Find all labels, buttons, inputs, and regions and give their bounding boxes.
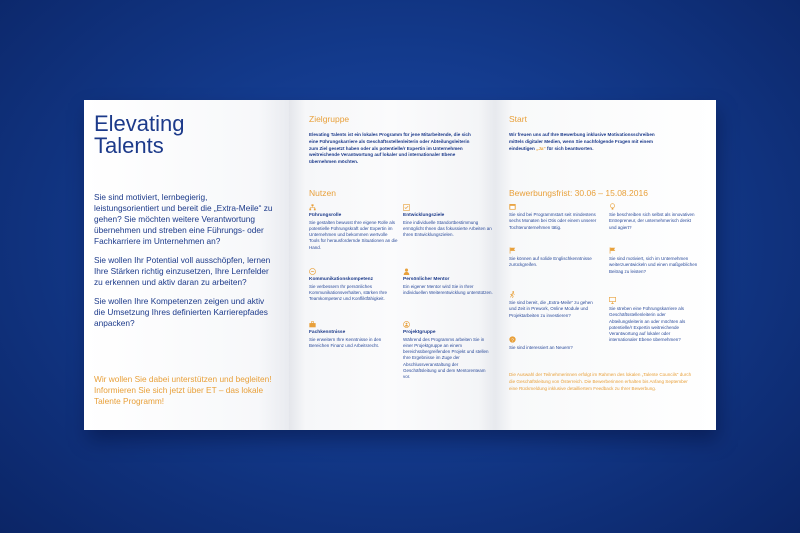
flag-icon (509, 247, 516, 254)
checklist-icon (403, 204, 410, 211)
question-item (509, 336, 599, 351)
start-text-part-1: Wir freuen uns auf Ihre Bewerbung inklusive Motivationsschreiben mittels digitaler Medien, wenn Sie nachfolgende Fragen mit einem eindeutigen (509, 132, 655, 151)
title-line-1: Elevating (94, 111, 185, 136)
heading-start: Start (509, 114, 527, 124)
benefit-card (309, 204, 399, 251)
intro-paragraph-2: Sie wollen Ihr Potential voll ausschöpfen, lernen Ihre Stärken richtig einzusetzen, Ihre Lernfelder zu erkennen und aktiv daran zu arbeiten? (94, 255, 271, 287)
chat-icon (309, 268, 316, 275)
question-icon (509, 336, 516, 343)
svg-text:?: ? (511, 338, 514, 343)
presentation-icon (609, 297, 616, 304)
question-text: Sie sind motiviert, sich im Unternehmen weiterzuentwickeln und einen maßgeblichen Beitrag zu leisten? (609, 256, 698, 274)
zielgruppe-text: Elevating Talents ist ein lokales Programm für jene Mitarbeitende, die sich eine Führungskarriere als Geschäftsstellenleiterin oder Abteilungsleiterin zum Ziel gesetzt haben oder als potentielle/r Expertin im Unternehmen weitreichende Verantwortung auf lokaler und internationaler Ebene übernehmen möchten. (309, 132, 471, 165)
question-item (509, 291, 599, 319)
heading-zielgruppe: Zielgruppe (309, 114, 350, 124)
brochure-panel-right (495, 100, 716, 430)
question-item (509, 247, 599, 269)
benefit-title: Kommunikationskompetenz (309, 277, 373, 282)
title-line-2: Talents (94, 133, 164, 158)
briefcase-icon (309, 321, 316, 328)
start-text-part-2: für sich beantworten. (545, 145, 594, 151)
question-text: Sie sind bei Programmstart seit mindestens sechs Monaten bei Otis oder einem unserer Tochterunternehmen tätig. (509, 212, 597, 230)
heading-bewerbungsfrist: Bewerbungsfrist: 30.06 – 15.08.2016 (509, 188, 648, 198)
benefit-title: Projektgruppe (403, 330, 436, 335)
question-item (509, 203, 599, 231)
question-item (609, 247, 699, 275)
benefit-title: Persönlicher Mentor (403, 277, 450, 282)
benefit-title: Fachkenntnisse (309, 330, 346, 335)
question-text: Sie sind interessiert an Neuem? (509, 345, 573, 350)
benefit-title: Entwicklungsziele (403, 213, 445, 218)
brochure-panel-middle (289, 100, 495, 430)
benefit-text: Sie verbessern Ihr persönliches Kommunikationsverhalten, stärken Ihre Teamkompetenz und Konfliktfähigkeit. (309, 283, 388, 302)
brochure-title (94, 113, 185, 157)
benefit-card (309, 321, 399, 349)
question-text: Sie beschreiben sich selbst als innovativen Entrepreneur, der unternehmerisch denkt und agiert? (609, 212, 695, 230)
closing-call-to-action: Wir wollen Sie dabei unterstützen und begleiten! Informieren Sie sich jetzt über ET – das lokale Talente Programm! (94, 374, 272, 406)
calendar-icon (509, 203, 516, 210)
lightbulb-icon (609, 203, 616, 210)
benefit-text: Während des Programms arbeiten Sie in einer Projektgruppe an einem bereichsübergreifenden Projekt und stellen Ihre Ergebnisse im Zuge der Abschlussveranstaltung der Geschäftsleitung und dem Mentorenteam vor. (403, 336, 489, 380)
brochure-panel-left (84, 100, 289, 430)
flag-icon (609, 247, 616, 254)
intro-paragraph-1: Sie sind motiviert, lernbegierig, leistungsorientiert und bereit die „Extra-Meile“ zu gehen? Sie möchten weitere Verantwortung übernehmen und streben eine Führungs- oder Fachkarriere im Unternehmen an? (94, 192, 273, 246)
benefit-text: Sie gestalten bewusst Ihre eigene Rolle als potentielle Führungskraft oder Expertin im Unternehmen und bekommen wertvolle Tools für herausfordernde Situationen an die Hand. (309, 219, 398, 250)
benefit-card (403, 321, 493, 381)
benefit-text: Eine individuelle Standortbestimmung ermöglicht Ihnen das fokussierte Arbeiten an Ihren Entwicklungszielen. (403, 219, 492, 238)
start-text (509, 132, 659, 152)
benefit-card (403, 204, 493, 238)
selection-footer-text: Die Auswahl der Teilnehmerinnen erfolgt im Rahmen des lokalen „Talente Councils“ durch die Geschäftsleitung von Österreich. Die Bewerberinnen erhalten bis Anfang September eine Rückmeldung inklusive detailliertem Feedback zu Ihrer Bewerbung. (509, 372, 692, 391)
benefit-text: Sie erweitern Ihre Kenntnisse in den Bereichen Finanz und Arbeitsrecht. (309, 336, 382, 348)
benefit-card (403, 268, 493, 296)
question-text: Sie können auf solide Englischkenntnisse zurückgreifen. (509, 256, 592, 268)
question-item (609, 297, 699, 344)
question-text: Sie streben eine Führungskarriere als Geschäftsstellenleiterin oder Abteilungsleiterin an oder möchten als potentielle/r Expertin weitreichende Verantwortung auf lokaler oder internationaler Ebene übernehmen? (609, 306, 686, 343)
benefit-card (309, 268, 399, 302)
intro-text (94, 192, 274, 337)
mentor-icon (403, 268, 410, 275)
benefit-text: Ein eigener Mentor wird Sie in Ihrer individuellen Weiterentwicklung unterstützen. (403, 283, 493, 295)
start-ja-highlight: „Ja“ (536, 145, 546, 151)
org-chart-icon (309, 204, 316, 211)
heading-nutzen: Nutzen (309, 188, 336, 198)
runner-icon (509, 291, 516, 298)
group-icon (403, 321, 410, 328)
question-text: Sie sind bereit, die „Extra-Meile“ zu gehen und Zeit in Prework, Online Module und Projektarbeiten zu investieren? (509, 300, 593, 318)
question-item (609, 203, 699, 231)
benefit-title: Führungsrolle (309, 213, 342, 218)
intro-paragraph-3: Sie wollen Ihre Kompetenzen zeigen und aktiv die Umsetzung Ihres definierten Karrierepfades anpacken? (94, 296, 268, 328)
